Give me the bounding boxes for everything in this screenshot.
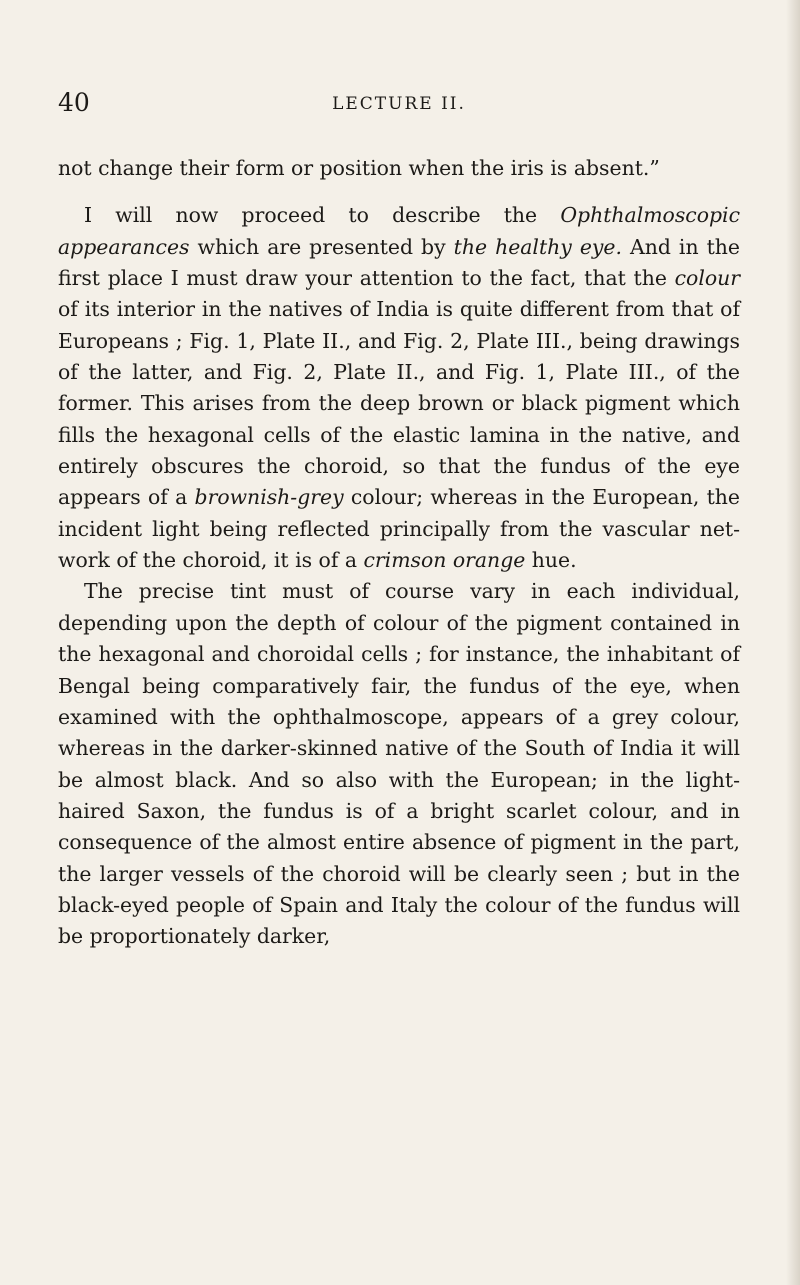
text-run: I will now proceed to describe the (84, 203, 561, 228)
text-run: of its interior in the natives of India is quite different from that of Europeans ; Fig. 1, Plate II., and Fig. 2, Plate III., being drawings of the latter, and Fig. 2, Plate II., and Fig. 1, Plate III., of the former. This arises from the deep brown or black pigment which fills the hexagonal cells of the elastic lamina in the native, and entirely obscures the choroid, so that the fundus of the eye appears of a (58, 297, 740, 510)
body-text (58, 153, 740, 953)
running-header (58, 70, 740, 117)
paragraph-continuation: not change their form or position when the iris is absent.” (58, 156, 660, 180)
italic-term: crimson orange (363, 548, 526, 573)
page-edge-shadow (786, 0, 800, 1285)
text-run: And in the first place I must draw your attention to the fact, that the (58, 234, 740, 291)
page-content (58, 70, 740, 949)
italic-term: brownish-grey (194, 485, 344, 510)
paragraph-precise-tint: The precise tint must of course vary in each individual, depending upon the depth of colour of the pigment contained in the hexagonal and choroidal cells ; for instance, the inhabitant of Bengal being comparatively fair, the fundus of the eye, when examined with the ophthalmoscope, appears of a grey colour, whereas in the darker-skinned native of the South of India it will be almost black. And so also with the European; in the light-haired Saxon, the fundus is of a bright scarlet colour, and in consequence of the almost entire absence of pigment in the part, the larger vessels of the choroid will be clearly seen ; but in the black-eyed people of Spain and Italy the colour of the fundus will be proportionately darker, (58, 579, 740, 949)
running-title: LECTURE II. (332, 94, 466, 114)
page-number: 40 (58, 88, 90, 117)
paragraph-ophthalmoscopic (58, 200, 740, 576)
text-run: which are presented by (189, 234, 454, 259)
italic-term: the healthy eye. (453, 234, 622, 259)
italic-term: colour (674, 266, 740, 291)
italic-term: Ophthalmoscopic appearances (58, 203, 740, 259)
text-run: hue. (525, 548, 577, 573)
text-run: colour; whereas in the European, the incident light being reflected principally from the vascular net-work of the choroid, it is of a (58, 485, 740, 573)
